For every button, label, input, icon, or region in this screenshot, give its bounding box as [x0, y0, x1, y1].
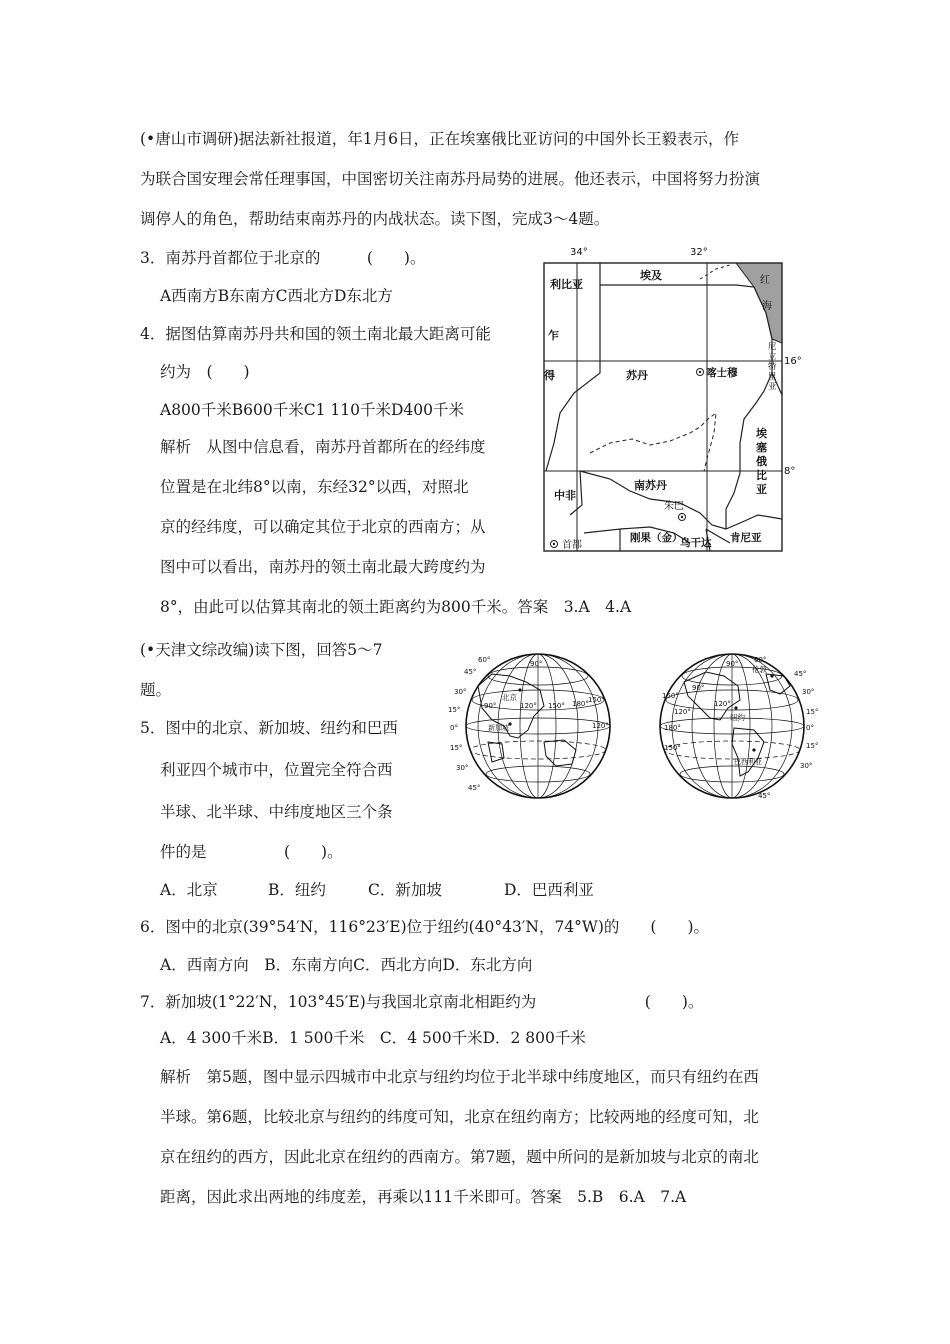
label-egypt: 埃及 [640, 269, 662, 282]
london-dot-icon [770, 674, 773, 677]
globe-east-lon-180: 180° [572, 700, 589, 708]
globe-west-lon-w90: 90° [692, 684, 705, 692]
label-sea: 海 [762, 301, 772, 312]
question-4-stem-2: 约为 ( ) [160, 363, 250, 381]
intro2-line-2: 题。 [140, 681, 172, 699]
question-6-stem: 6．图中的北京(39°54′N，116°23′E)位于纽约(40°43′N，74°W)的 ( )。 [140, 918, 709, 936]
globe-east-lon-w150: 150° [588, 696, 605, 704]
analysis-1-line-5: 8°，由此可以估算其南北的领土距离约为800千米。答案 3.A 4.A [160, 598, 632, 616]
label-libya: 利比亚 [550, 278, 583, 291]
label-ethiopia-4: 比 [756, 469, 767, 482]
globe-west-city-london: 伦敦 [752, 665, 767, 674]
lat-label-8: 8° [784, 466, 796, 477]
question-5-option-c: C．新加坡 [368, 881, 442, 899]
label-khartoum: 喀士穆 [706, 367, 738, 379]
question-4-stem-1: 4．据图估算南苏丹共和国的领土南北最大距离可能 [140, 325, 491, 343]
lon-label-32: 32° [690, 247, 708, 258]
question-7-stem: 7．新加坡(1°22′N，103°45′E)与我国北京南北相距约为 ( )。 [140, 993, 704, 1011]
label-sudan: 苏丹 [626, 369, 648, 382]
globe-east-pole-90: 90° [530, 660, 543, 668]
globe-west-lon-150: 150° [662, 692, 679, 700]
question-5-option-b: B．纽约 [268, 881, 326, 899]
legend-capital: 首都 [562, 540, 582, 551]
brasilia-dot-icon [752, 748, 755, 751]
label-juba: 朱巴 [664, 501, 684, 512]
globe-west-city-newyork: 纽约 [730, 713, 745, 722]
intro-line-1: (•唐山市调研)据法新社报道，年1月6日，正在埃塞俄比亚访问的中国外长王毅表示，作 [140, 130, 739, 148]
label-south-sudan: 南苏丹 [634, 479, 667, 492]
label-eritrea-1: 尼 [768, 342, 777, 352]
intro-line-3: 调停人的角色，帮助结束南苏丹的内战状态。读下图，完成3～4题。 [140, 210, 610, 228]
label-car: 中非 [554, 489, 576, 502]
analysis-1-line-1: 解析 从图中信息看，南苏丹首都所在的经纬度 [160, 438, 486, 456]
globe-west-lat-s30: 30° [800, 762, 813, 770]
question-5-stem-4: 件的是 ( )。 [160, 843, 343, 861]
globe-west-pole-90: 90° [726, 660, 739, 668]
question-6-options: A．西南方向 B．东南方向C．西北方向D．东北方向 [160, 956, 533, 974]
analysis-2-line-1: 解析 第5题，图中显示四城市中北京与纽约均位于北半球中纬度地区，而只有纽约在西 [160, 1068, 759, 1086]
globe-west-lon-120: 120° [674, 708, 691, 716]
globe-east-city-beijing: 北京 [502, 693, 517, 702]
question-5-stem-2: 利亚四个城市中，位置完全符合西 [160, 761, 393, 779]
label-red: 红 [760, 275, 770, 286]
globe-west-lon-180: 180° [664, 724, 681, 732]
globe-east-lon-90: 90° [484, 702, 497, 710]
globe-east-lat-45: 45° [464, 668, 477, 676]
globe-east-lat-15: 15° [448, 706, 461, 714]
label-ethiopia-5: 亚 [756, 483, 767, 496]
question-5-stem-1: 5．图中的北京、新加坡、纽约和巴西 [140, 719, 398, 737]
globe-west-lat-30: 30° [802, 688, 815, 696]
globe-east [448, 646, 616, 806]
label-eritrea-2: 立 [768, 352, 777, 362]
question-5-option-a: A．北京 [160, 881, 218, 899]
analysis-1-line-4: 图中可以看出，南苏丹的领土南北最大跨度约为 [160, 558, 486, 576]
label-ethiopia-2: 塞 [756, 441, 767, 454]
analysis-1-line-3: 京的经纬度，可以确定其位于北京的西南方；从 [160, 518, 486, 536]
label-eritrea-5: 亚 [768, 382, 777, 392]
globe-east-lon-w120: 120° [592, 722, 609, 730]
label-uganda: 乌干达 [680, 537, 712, 549]
question-3-stem: 3．南苏丹首都位于北京的 ( )。 [140, 249, 426, 267]
beijing-dot-icon [518, 688, 521, 691]
intro2-line-1: (•天津文综改编)读下图，回答5～7 [140, 641, 383, 659]
label-ethiopia-3: 俄 [756, 455, 767, 468]
lon-label-34: 34° [570, 247, 588, 258]
globe-east-lon-120: 120° [520, 702, 537, 710]
globe-east-lat-0: 0° [450, 724, 458, 732]
globe-east-lat-60: 60° [478, 656, 491, 664]
label-drc: 刚果（金） [630, 532, 683, 544]
lat-label-16: 16° [784, 356, 802, 367]
analysis-2-line-2: 半球。第6题，比较北京与纽约的纬度可知，北京在纽约南方；比较两地的经度可知，北 [160, 1108, 759, 1126]
label-chad-2: 得 [544, 369, 555, 382]
globe-west-lat-15: 15° [806, 708, 819, 716]
sudan-map [540, 243, 802, 555]
question-3-options: A西南方B东南方C西北方D东北方 [160, 287, 393, 305]
question-7-options: A．4 300千米B．1 500千米 C．4 500千米D．2 800千米 [160, 1029, 586, 1047]
analysis-1-line-2: 位置是在北纬8°以南，东经32°以西，对照北 [160, 478, 469, 496]
globe-east-lat-s30: 30° [456, 764, 469, 772]
globe-west-lat-45: 45° [794, 670, 807, 678]
globe-west [654, 646, 822, 806]
globe-east-city-singapore: 新加坡 [488, 724, 509, 732]
globe-west-lat-s15: 15° [806, 742, 819, 750]
globe-east-lat-s45: 45° [468, 784, 481, 792]
label-eritrea-3: 特 [768, 362, 777, 372]
globe-west-city-brasilia: 巴西利亚 [734, 758, 762, 766]
intro-line-2: 为联合国安理会常任理事国，中国密切关注南苏丹局势的进展。他还表示，中国将努力扮演 [140, 170, 761, 188]
analysis-2-line-4: 距离，因此求出两地的纬度差，再乘以111千米即可。答案 5.B 6.A 7.A [160, 1188, 687, 1206]
analysis-2-line-3: 京在纽约的西方，因此北京在纽约的西南方。第7题，题中所问的是新加坡与北京的南北 [160, 1148, 759, 1166]
question-5-stem-3: 半球、北半球、中纬度地区三个条 [160, 803, 393, 821]
globe-east-lon-150: 150° [548, 702, 565, 710]
label-eritrea-4: 里 [768, 372, 777, 382]
globe-west-lon-e150: 150° [664, 744, 681, 752]
globe-east-lat-s15: 15° [450, 744, 463, 752]
globe-east-lat-30: 30° [454, 688, 467, 696]
globe-west-lat-s45: 45° [758, 792, 771, 800]
label-chad-1: 乍 [548, 329, 559, 342]
label-ethiopia-1: 埃 [756, 427, 767, 440]
globe-west-lat-0: 0° [806, 724, 814, 732]
question-5-option-d: D．巴西利亚 [504, 881, 594, 899]
globe-west-lat-60: 60° [754, 656, 767, 664]
globe-west-lon-w120: 120° [714, 700, 731, 708]
label-kenya: 肯尼亚 [730, 532, 762, 544]
question-4-options: A800千米B600千米C1 110千米D400千米 [160, 401, 464, 419]
newyork-dot-icon [734, 706, 737, 709]
